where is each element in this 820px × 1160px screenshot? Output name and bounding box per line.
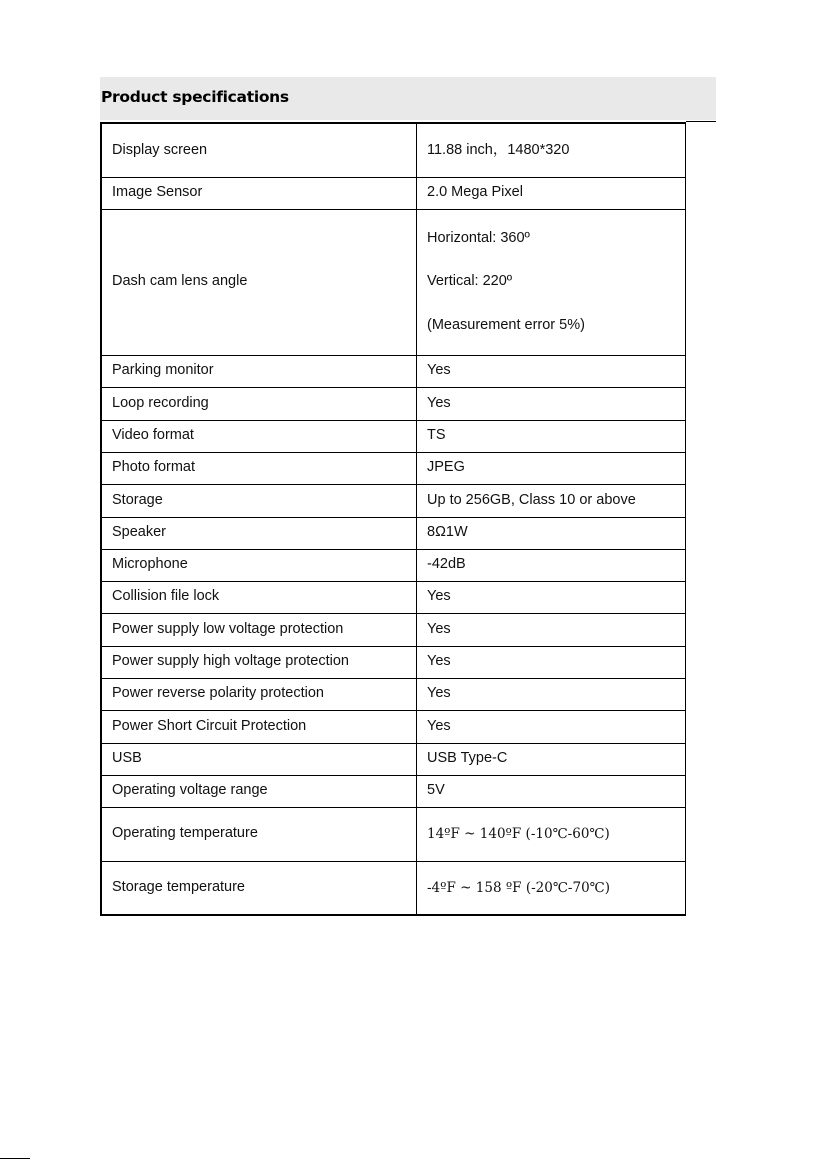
spec-value bbox=[417, 452, 686, 484]
spec-value-line: Horizontal: 360º bbox=[427, 229, 530, 246]
spec-label: Microphone bbox=[101, 549, 417, 581]
spec-label: Operating voltage range bbox=[101, 775, 417, 807]
table-row bbox=[101, 420, 686, 452]
spec-value-line: 5V bbox=[427, 782, 445, 799]
table-row bbox=[101, 807, 686, 861]
spec-value-line: 14ºF ~ 140ºF (-10℃-60℃) bbox=[427, 825, 610, 842]
spec-value-line: -42dB bbox=[427, 556, 466, 573]
product-specifications-table bbox=[100, 122, 686, 916]
spec-value-line: Yes bbox=[427, 653, 451, 670]
spec-value bbox=[417, 710, 686, 743]
table-row bbox=[101, 355, 686, 387]
spec-value-line: (Measurement error 5%) bbox=[427, 316, 585, 333]
spec-value bbox=[417, 775, 686, 807]
table-row bbox=[101, 743, 686, 775]
spec-value-line: Up to 256GB, Class 10 or above bbox=[427, 491, 636, 508]
spec-value bbox=[417, 420, 686, 452]
header-underline bbox=[686, 121, 716, 122]
spec-label: Power supply low voltage protection bbox=[101, 613, 417, 646]
spec-label: Storage bbox=[101, 484, 417, 517]
spec-label: Collision file lock bbox=[101, 581, 417, 613]
table-row bbox=[101, 517, 686, 549]
section-title: Product specifications bbox=[101, 88, 289, 106]
spec-value-line: -4ºF ~ 158 ºF (-20℃-70℃) bbox=[427, 879, 611, 896]
table-row bbox=[101, 775, 686, 807]
spec-label: Display screen bbox=[101, 123, 417, 177]
spec-value-line: Yes bbox=[427, 588, 451, 605]
spec-label: Loop recording bbox=[101, 387, 417, 420]
spec-value-line: Yes bbox=[427, 717, 451, 734]
spec-value bbox=[417, 123, 686, 177]
spec-label: Video format bbox=[101, 420, 417, 452]
table-row bbox=[101, 452, 686, 484]
spec-value bbox=[417, 678, 686, 710]
spec-value-line: 8Ω1W bbox=[427, 524, 468, 541]
spec-label: USB bbox=[101, 743, 417, 775]
table-row bbox=[101, 646, 686, 678]
table-row bbox=[101, 177, 686, 209]
spec-value bbox=[417, 209, 686, 355]
spec-label: Operating temperature bbox=[101, 807, 417, 861]
table-row bbox=[101, 861, 686, 915]
spec-label: Dash cam lens angle bbox=[101, 209, 417, 355]
spec-value-line: 11.88 inch，1480*320 bbox=[427, 141, 570, 158]
spec-label: Storage temperature bbox=[101, 861, 417, 915]
spec-value bbox=[417, 355, 686, 387]
spec-value bbox=[417, 743, 686, 775]
spec-value bbox=[417, 581, 686, 613]
spec-value-line: TS bbox=[427, 427, 446, 444]
table-row bbox=[101, 613, 686, 646]
spec-label: Parking monitor bbox=[101, 355, 417, 387]
spec-label: Speaker bbox=[101, 517, 417, 549]
table-row bbox=[101, 387, 686, 420]
spec-value bbox=[417, 807, 686, 861]
spec-value bbox=[417, 646, 686, 678]
spec-value bbox=[417, 387, 686, 420]
spec-value-line: Yes bbox=[427, 394, 451, 411]
spec-value-line: USB Type-C bbox=[427, 750, 508, 767]
table-row bbox=[101, 581, 686, 613]
spec-value-line: Vertical: 220º bbox=[427, 273, 513, 290]
spec-value bbox=[417, 549, 686, 581]
page-corner-mark bbox=[0, 1158, 30, 1159]
spec-label: Image Sensor bbox=[101, 177, 417, 209]
table-row bbox=[101, 484, 686, 517]
table-row bbox=[101, 710, 686, 743]
spec-value-line: Yes bbox=[427, 685, 451, 702]
table-row bbox=[101, 209, 686, 355]
table-row bbox=[101, 123, 686, 177]
spec-value bbox=[417, 484, 686, 517]
spec-value bbox=[417, 177, 686, 209]
spec-value-line: Yes bbox=[427, 620, 451, 637]
spec-value bbox=[417, 613, 686, 646]
spec-label: Power reverse polarity protection bbox=[101, 678, 417, 710]
spec-value-line: 2.0 Mega Pixel bbox=[427, 184, 523, 201]
spec-label: Photo format bbox=[101, 452, 417, 484]
spec-value bbox=[417, 861, 686, 915]
spec-label: Power supply high voltage protection bbox=[101, 646, 417, 678]
spec-value-line: Yes bbox=[427, 362, 451, 379]
table-row bbox=[101, 678, 686, 710]
spec-label: Power Short Circuit Protection bbox=[101, 710, 417, 743]
spec-value bbox=[417, 517, 686, 549]
spec-value-line: JPEG bbox=[427, 459, 465, 476]
table-row bbox=[101, 549, 686, 581]
